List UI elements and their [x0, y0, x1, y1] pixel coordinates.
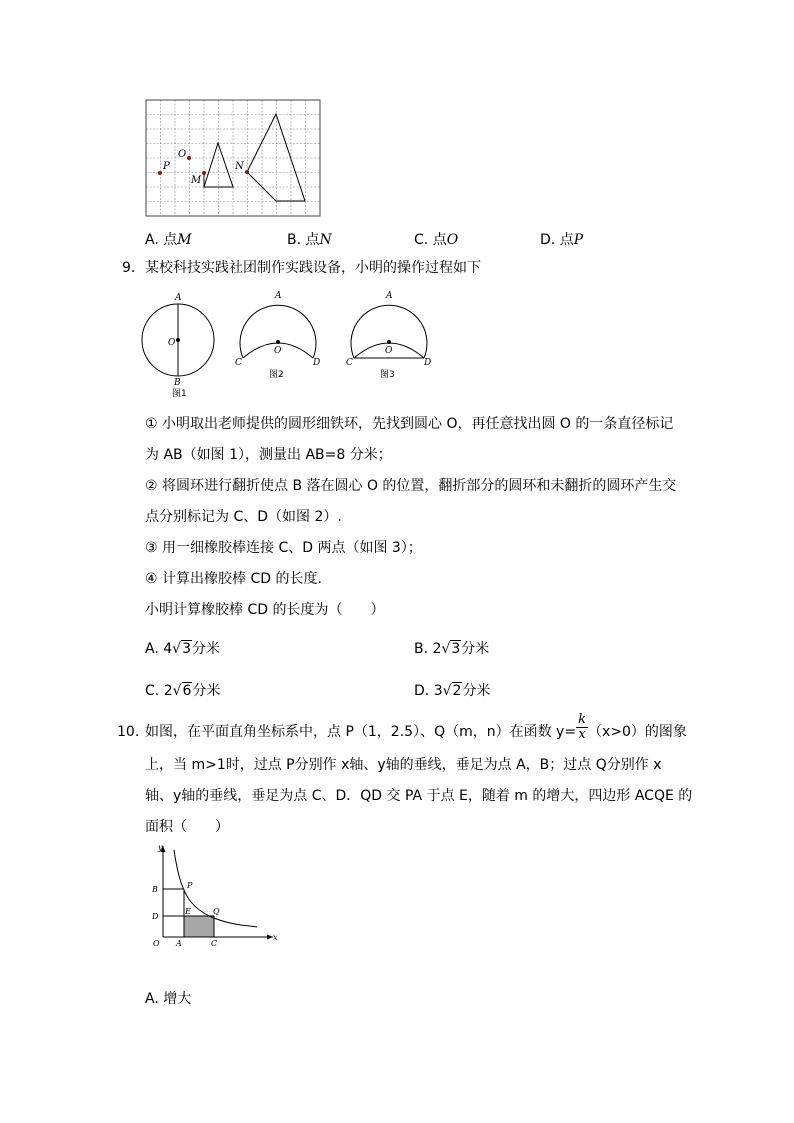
q10-number: 10.	[117, 724, 140, 740]
option-letter: B.	[414, 641, 429, 657]
q9-question: 小明计算橡胶棒 CD 的长度为（ ）	[145, 602, 385, 618]
label-b: B	[174, 378, 181, 388]
q10-line-4: 面积（ ）	[145, 819, 229, 835]
option-var: O	[446, 232, 459, 248]
q9-figure-2	[231, 288, 326, 383]
radicand: 3	[451, 641, 461, 657]
label-c: C	[346, 358, 353, 368]
point-m	[202, 171, 206, 175]
q9-step-3: ③ 用一细橡胶棒连接 C、D 两点（如图 3）；	[145, 540, 422, 556]
option-var: P	[573, 232, 584, 248]
q10-line-2: 上，当 m>1时，过点 P分别作 x轴、y轴的垂线，垂足为点 A，B；过点 Q分别作 x	[145, 757, 662, 773]
fraction-k-over-x	[576, 713, 588, 742]
q9-option-b[interactable]	[414, 638, 489, 658]
q8-option-a[interactable]	[145, 229, 192, 249]
option-text: 点	[559, 232, 574, 248]
q8-option-d[interactable]	[540, 229, 583, 249]
q9-option-c[interactable]	[145, 680, 220, 700]
label-a: A	[275, 291, 282, 301]
label-q: Q	[213, 907, 220, 916]
option-letter: A.	[145, 232, 159, 248]
point-o	[187, 156, 191, 160]
label-a: A	[386, 291, 393, 301]
q9-figure-3	[342, 288, 437, 383]
option-unit: 分米	[192, 641, 220, 657]
figure-caption: 图3	[380, 370, 395, 380]
label-m: M	[191, 175, 202, 186]
q8-option-c[interactable]	[414, 229, 458, 249]
axis-label-y: y	[158, 843, 163, 852]
sqrt-symbol: √3	[172, 641, 191, 657]
option-letter: A.	[145, 991, 159, 1007]
option-text: 点	[163, 232, 178, 248]
label-o: O	[168, 338, 176, 348]
q9-step-1b: 为 AB（如图 1），测量出 AB=8 分米；	[145, 447, 392, 463]
option-letter: D.	[414, 683, 430, 699]
option-coef: 4	[163, 641, 173, 657]
q9-step-2a: ② 将圆环进行翻折使点 B 落在圆心 O 的位置，翻折部分的圆环和未翻折的圆环产生交	[145, 478, 677, 494]
option-unit: 分米	[192, 683, 221, 699]
label-e: E	[185, 907, 191, 916]
option-letter: A.	[145, 641, 159, 657]
label-d: D	[313, 358, 321, 368]
figure-caption: 图2	[269, 370, 284, 380]
label-a: A	[175, 293, 182, 303]
option-coef: 2	[432, 641, 442, 657]
q9-step-1a: ① 小明取出老师提供的圆形细铁环，先找到圆心 O，再任意找出圆 O 的一条直径标记	[145, 416, 674, 432]
sqrt-symbol: √6	[172, 683, 192, 699]
fraction-denominator: x	[578, 726, 586, 742]
sqrt-symbol: √2	[442, 683, 462, 699]
q10-figure	[145, 842, 280, 950]
label-o: O	[153, 939, 160, 948]
figure-caption: 图1	[172, 389, 187, 399]
label-b: B	[152, 885, 158, 894]
option-text: 增大	[163, 991, 192, 1007]
sqrt-symbol: √3	[441, 641, 461, 657]
q10-option-a[interactable]	[145, 988, 191, 1008]
shaded-quadrilateral-acqe	[184, 916, 214, 937]
q9-number: 9.	[122, 260, 136, 276]
option-text: 点	[432, 232, 447, 248]
point-n	[245, 170, 249, 174]
option-coef: 3	[433, 683, 443, 699]
option-coef: 2	[163, 683, 173, 699]
label-n: N	[235, 161, 244, 172]
option-unit: 分米	[462, 683, 491, 699]
option-letter: D.	[540, 232, 556, 248]
q8-grid-figure	[142, 97, 322, 219]
radicand: 6	[182, 683, 192, 699]
q9-figure-1	[138, 288, 223, 400]
option-letter: C.	[145, 683, 160, 699]
label-o: O	[274, 346, 282, 356]
label-o: O	[178, 149, 187, 160]
option-text: 点	[305, 232, 320, 248]
q10-line-3: 轴、y轴的垂线，垂足为点 C、D．QD 交 PA 于点 E，随着 m 的增大，四边形 ACQE 的	[145, 788, 693, 804]
label-d: D	[424, 358, 432, 368]
q10-line-1	[145, 711, 687, 742]
option-var: M	[177, 232, 192, 248]
option-var: N	[319, 232, 332, 248]
label-p: P	[163, 161, 170, 172]
label-c: C	[211, 939, 218, 948]
q9-option-d[interactable]	[414, 680, 490, 700]
label-a: A	[176, 939, 182, 948]
radicand: 3	[182, 641, 191, 657]
label-o: O	[385, 346, 393, 356]
label-c: C	[235, 358, 242, 368]
label-d: D	[152, 912, 159, 921]
radicand: 2	[452, 683, 462, 699]
q8-option-b[interactable]	[287, 229, 332, 249]
fraction-numerator: k	[578, 711, 586, 727]
q9-option-a[interactable]	[145, 638, 220, 658]
option-letter: B.	[287, 232, 302, 248]
q9-step-4: ④ 计算出橡胶棒 CD 的长度.	[145, 571, 322, 587]
axis-label-x: x	[273, 933, 278, 942]
label-p: P	[187, 881, 193, 890]
q10-line-1-part-b: （x>0）的图象	[587, 724, 687, 740]
q9-step-2b: 点分别标记为 C、D（如图 2）.	[145, 509, 342, 525]
q10-line-1-part-a: 如图，在平面直角坐标系中，点 P（1，2.5）、Q（m，n）在函数 y=	[145, 724, 577, 740]
point-p	[158, 171, 162, 175]
option-letter: C.	[414, 232, 429, 248]
option-unit: 分米	[461, 641, 490, 657]
q9-stem: 某校科技实践社团制作实践设备，小明的操作过程如下	[145, 260, 481, 276]
q8-big-triangle	[247, 114, 305, 201]
